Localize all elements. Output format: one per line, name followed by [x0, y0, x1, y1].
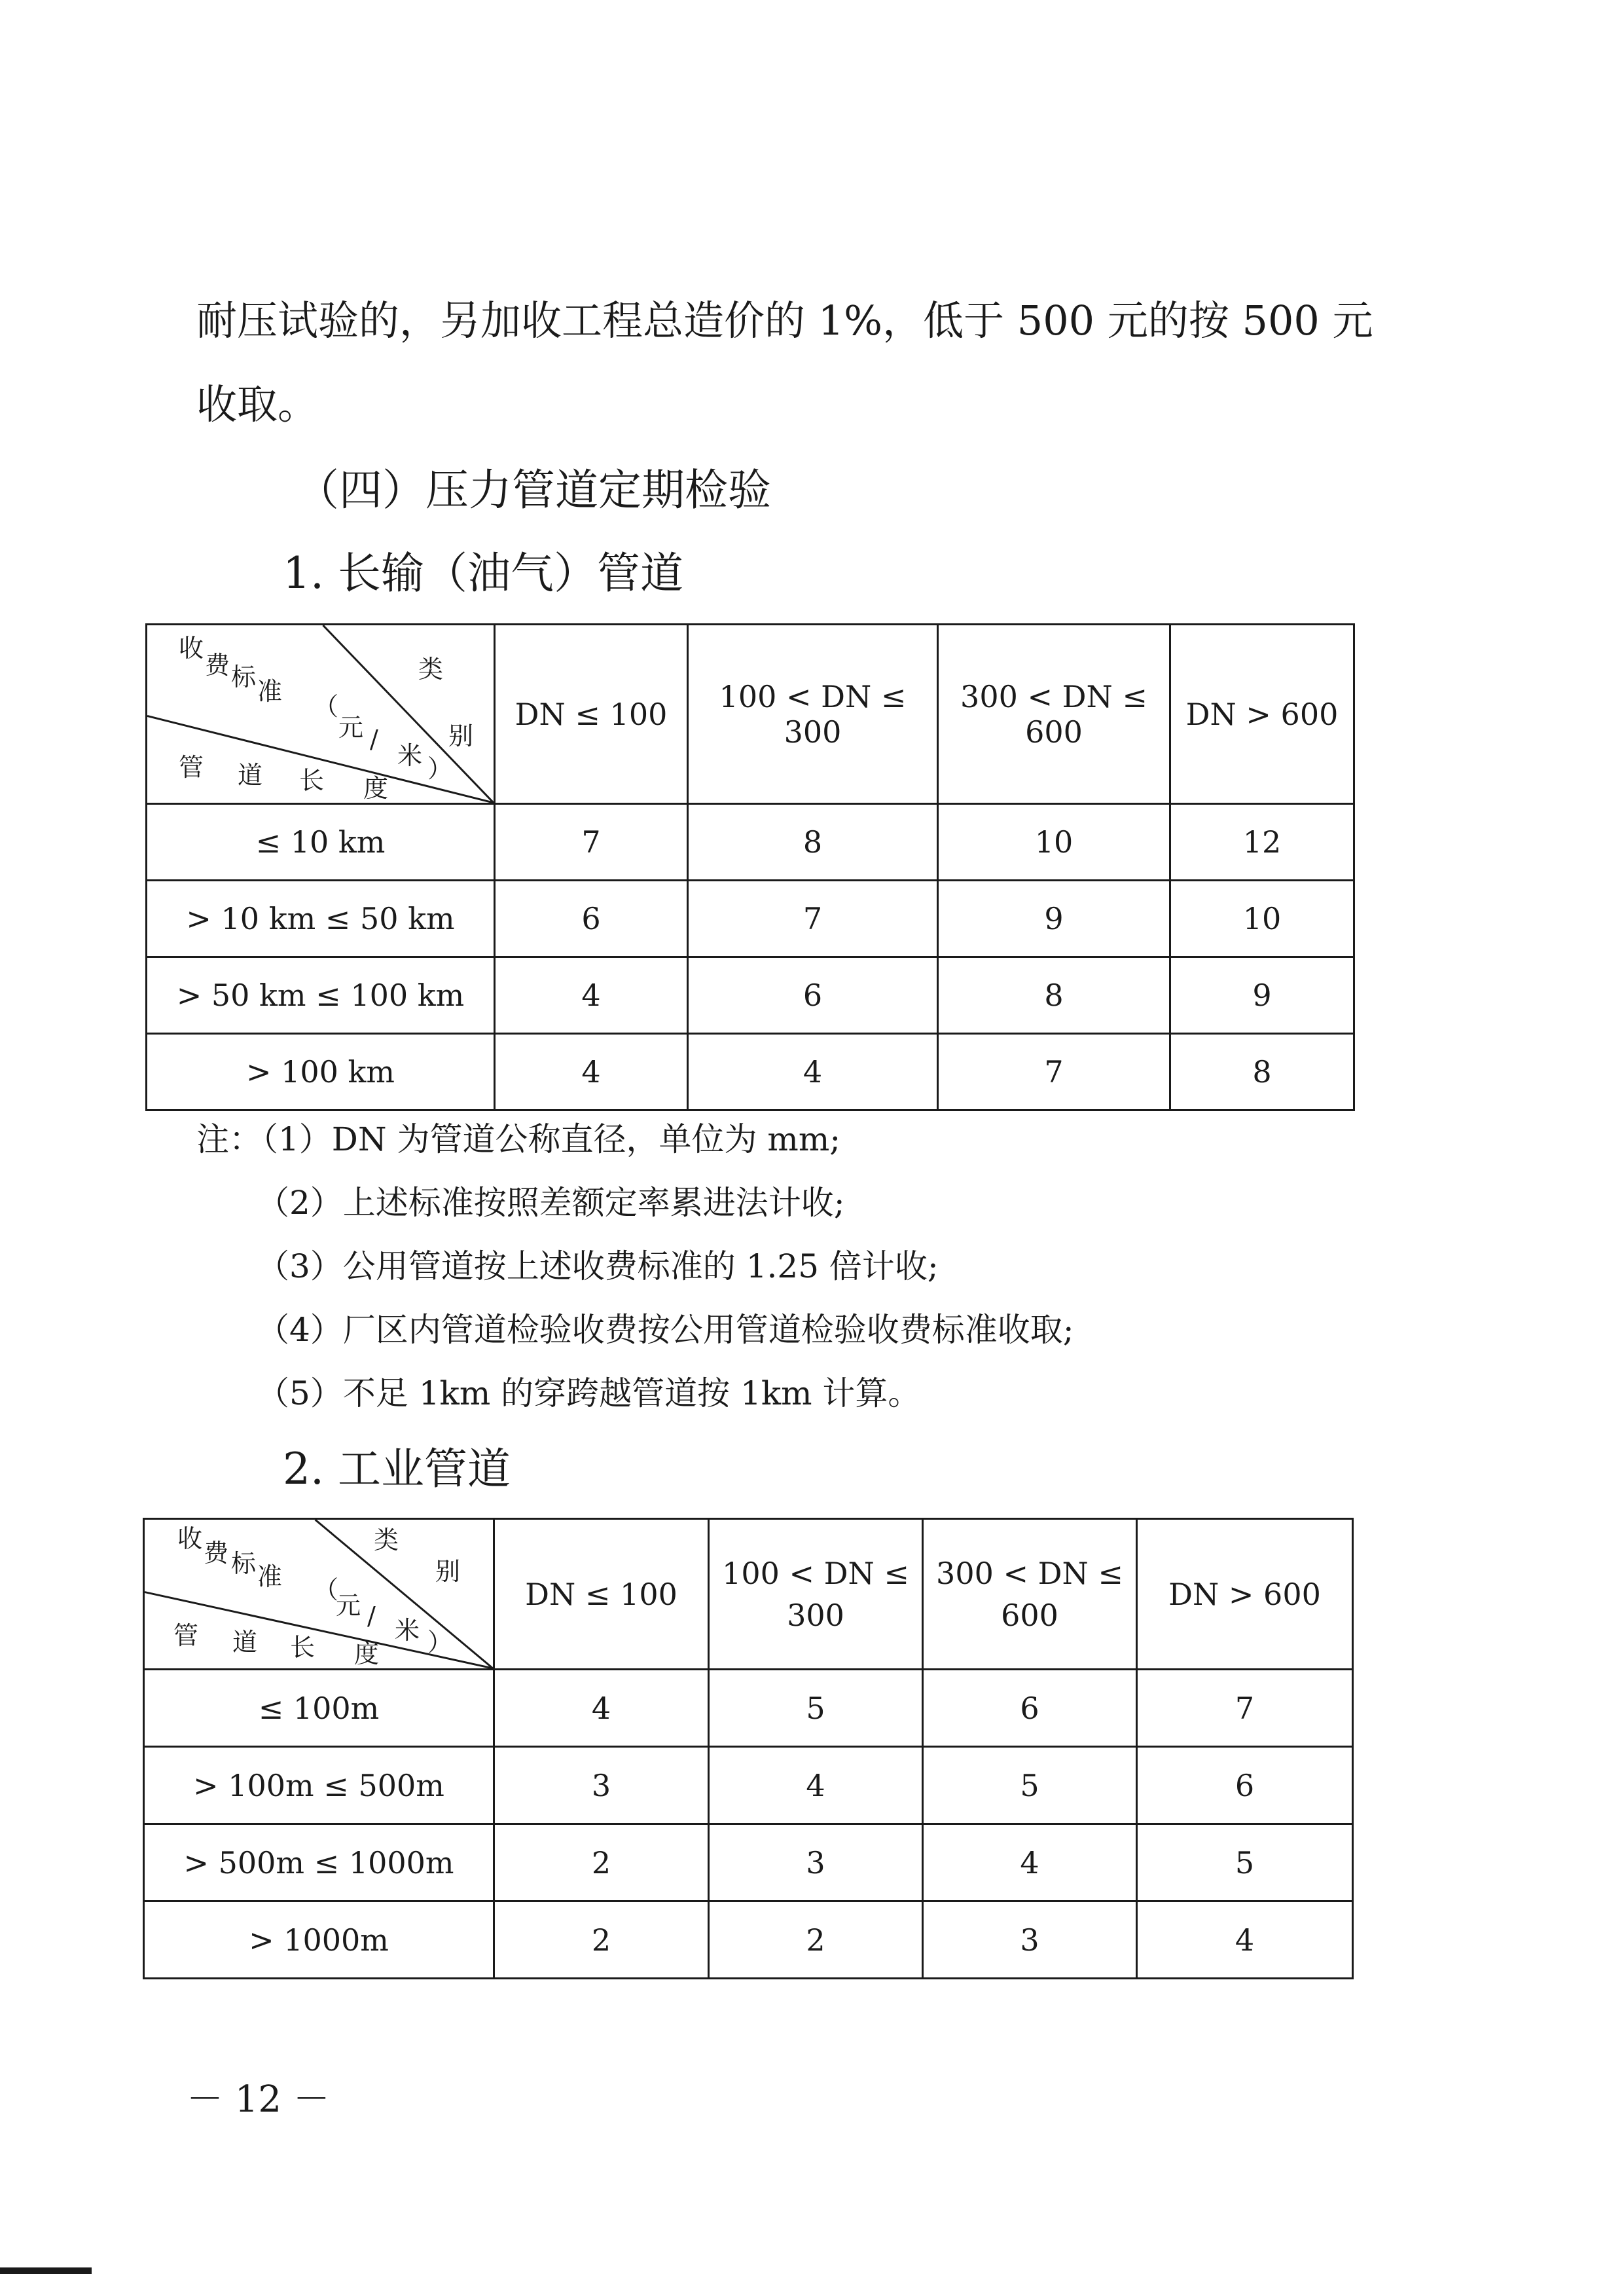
table2-cell: 3 — [494, 1747, 709, 1824]
table1-corner-cell — [147, 625, 495, 804]
intro-line-1: 耐压试验的，另加收工程总造价的 1%，低于 500 元的按 500 元 — [196, 297, 1373, 344]
table2-row-label: ≤ 100m — [144, 1670, 494, 1747]
section-heading: （四）压力管道定期检验 — [296, 465, 771, 515]
table1-length-char: 度 — [363, 774, 389, 803]
table1-cell: 4 — [495, 1034, 688, 1110]
table1-column-header: 300 < DN ≤ 600 — [938, 625, 1170, 804]
table2-row-label: > 100m ≤ 500m — [144, 1747, 494, 1824]
table2-cell: 4 — [1137, 1901, 1353, 1979]
table1-corner-char: 米 — [397, 741, 423, 770]
table1-note: 注：（1）DN 为管道公称直径，单位为 mm; — [196, 1120, 841, 1158]
table1-category-char: 类 — [418, 655, 444, 684]
table1-corner-char: ） — [427, 754, 453, 783]
table2-cell: 2 — [709, 1901, 923, 1979]
table2-row-label: > 1000m — [144, 1901, 494, 1979]
table2-cell: 5 — [923, 1747, 1137, 1824]
table2-cell: 3 — [709, 1824, 923, 1901]
table2-cell: 5 — [1137, 1824, 1353, 1901]
table2-corner-char: ） — [427, 1628, 453, 1657]
table2-heading: 2. 工业管道 — [283, 1444, 511, 1494]
table1-header-row — [147, 625, 1354, 804]
table1-cell: 7 — [688, 881, 938, 957]
table2-column-header — [923, 1519, 1137, 1670]
table1-cell: 7 — [495, 804, 688, 881]
table2-cell: 4 — [923, 1824, 1137, 1901]
table1-length-char: 长 — [299, 766, 325, 795]
table2-corner-cell — [144, 1519, 494, 1670]
table1-column-header: DN ≤ 100 — [495, 625, 688, 804]
table2-length-char: 道 — [232, 1628, 258, 1657]
table2-corner-char: 元 — [336, 1591, 361, 1620]
table1-cell: 4 — [688, 1034, 938, 1110]
table2-column-header — [494, 1519, 709, 1670]
table1-cell: 6 — [688, 957, 938, 1034]
table2-corner-char: 标 — [231, 1549, 257, 1578]
table1-cell: 9 — [938, 881, 1170, 957]
table1-corner-char: 费 — [205, 651, 230, 680]
table1-note: （3）公用管道按上述收费标准的 1.25 倍计收; — [257, 1247, 939, 1285]
table2-column-header-line: 600 — [1001, 1597, 1058, 1633]
table2-column-header-line: 300 < DN ≤ — [936, 1555, 1123, 1591]
table2-cell: 4 — [709, 1747, 923, 1824]
table2-length-char: 管 — [173, 1621, 199, 1650]
table1-note: （2）上述标准按照差额定率累进法计收; — [257, 1184, 845, 1222]
table2-column-header-line: DN ≤ 100 — [525, 1576, 677, 1612]
table2-row — [144, 1747, 1353, 1824]
table2-corner-char: 准 — [257, 1562, 283, 1591]
table2-row-label: > 500m ≤ 1000m — [144, 1824, 494, 1901]
table1-cell: 7 — [938, 1034, 1170, 1110]
table1-row — [147, 881, 1354, 957]
intro-line-2: 收取。 — [196, 380, 319, 428]
table2-cell: 6 — [1137, 1747, 1353, 1824]
table2-column-header-line: 100 < DN ≤ — [722, 1555, 909, 1591]
table1-corner-char: 标 — [231, 663, 257, 691]
table1-column-header: DN > 600 — [1170, 625, 1354, 804]
table1-cell: 4 — [495, 957, 688, 1034]
table2-category-char: 别 — [435, 1557, 461, 1586]
table2-corner-char: （ — [314, 1575, 339, 1604]
table1-length-char: 道 — [238, 761, 263, 790]
table2-row — [144, 1670, 1353, 1747]
table2-cell: 3 — [923, 1901, 1137, 1979]
table1-row — [147, 804, 1354, 881]
table1-cell: 6 — [495, 881, 688, 957]
page-number: － 12 － — [187, 2078, 330, 2121]
table2-length-char: 长 — [290, 1633, 316, 1662]
table1-category-char: 别 — [448, 722, 474, 750]
table2-column-header — [1137, 1519, 1353, 1670]
table2-corner-char: / — [367, 1602, 376, 1630]
table1-row-label: > 50 km ≤ 100 km — [147, 957, 495, 1034]
table1-cell: 8 — [938, 957, 1170, 1034]
industrial-pipeline-table — [143, 1518, 1354, 1979]
table2-corner-char: 收 — [177, 1524, 203, 1553]
table2-column-header-line: 300 — [787, 1597, 844, 1633]
table1-row — [147, 957, 1354, 1034]
table2-cell: 7 — [1137, 1670, 1353, 1747]
table2-category-char: 类 — [374, 1526, 399, 1554]
table1-row-label: > 10 km ≤ 50 km — [147, 881, 495, 957]
table2-cell: 5 — [709, 1670, 923, 1747]
table2-column-header-line: DN > 600 — [1168, 1576, 1321, 1612]
table2-length-char: 度 — [354, 1640, 380, 1668]
table1-cell: 10 — [1170, 881, 1354, 957]
table1-cell: 8 — [1170, 1034, 1354, 1110]
table1-row — [147, 1034, 1354, 1110]
table1-note: （4）厂区内管道检验收费按公用管道检验收费标准收取; — [257, 1311, 1074, 1349]
table1-corner-char: 元 — [338, 713, 364, 742]
table2-cell: 2 — [494, 1901, 709, 1979]
table1-row-label: > 100 km — [147, 1034, 495, 1110]
table1-cell: 10 — [938, 804, 1170, 881]
page-edge-bar — [0, 2267, 92, 2274]
table2-corner-char: 米 — [395, 1616, 420, 1645]
table2-row — [144, 1901, 1353, 1979]
table1-row-label: ≤ 10 km — [147, 804, 495, 881]
table1-length-char: 管 — [179, 753, 204, 782]
table2-row — [144, 1824, 1353, 1901]
table1-corner-char: 收 — [179, 634, 204, 663]
table2-header-row — [144, 1519, 1353, 1670]
table1-note: （5）不足 1km 的穿跨越管道按 1km 计算。 — [257, 1374, 921, 1412]
table1-cell: 12 — [1170, 804, 1354, 881]
table1-corner-char: （ — [314, 692, 339, 721]
table1-corner-char: / — [370, 725, 378, 754]
table1-corner-char: 准 — [257, 677, 283, 706]
long-distance-pipeline-table — [145, 623, 1355, 1111]
table2-cell: 2 — [494, 1824, 709, 1901]
table2-cell: 4 — [494, 1670, 709, 1747]
table1-cell: 8 — [688, 804, 938, 881]
table1-column-header: 100 < DN ≤ 300 — [688, 625, 938, 804]
table2-column-header — [709, 1519, 923, 1670]
table2-corner-char: 费 — [204, 1539, 229, 1568]
table1-cell: 9 — [1170, 957, 1354, 1034]
table2-cell: 6 — [923, 1670, 1137, 1747]
table1-heading: 1. 长输（油气）管道 — [283, 548, 683, 598]
